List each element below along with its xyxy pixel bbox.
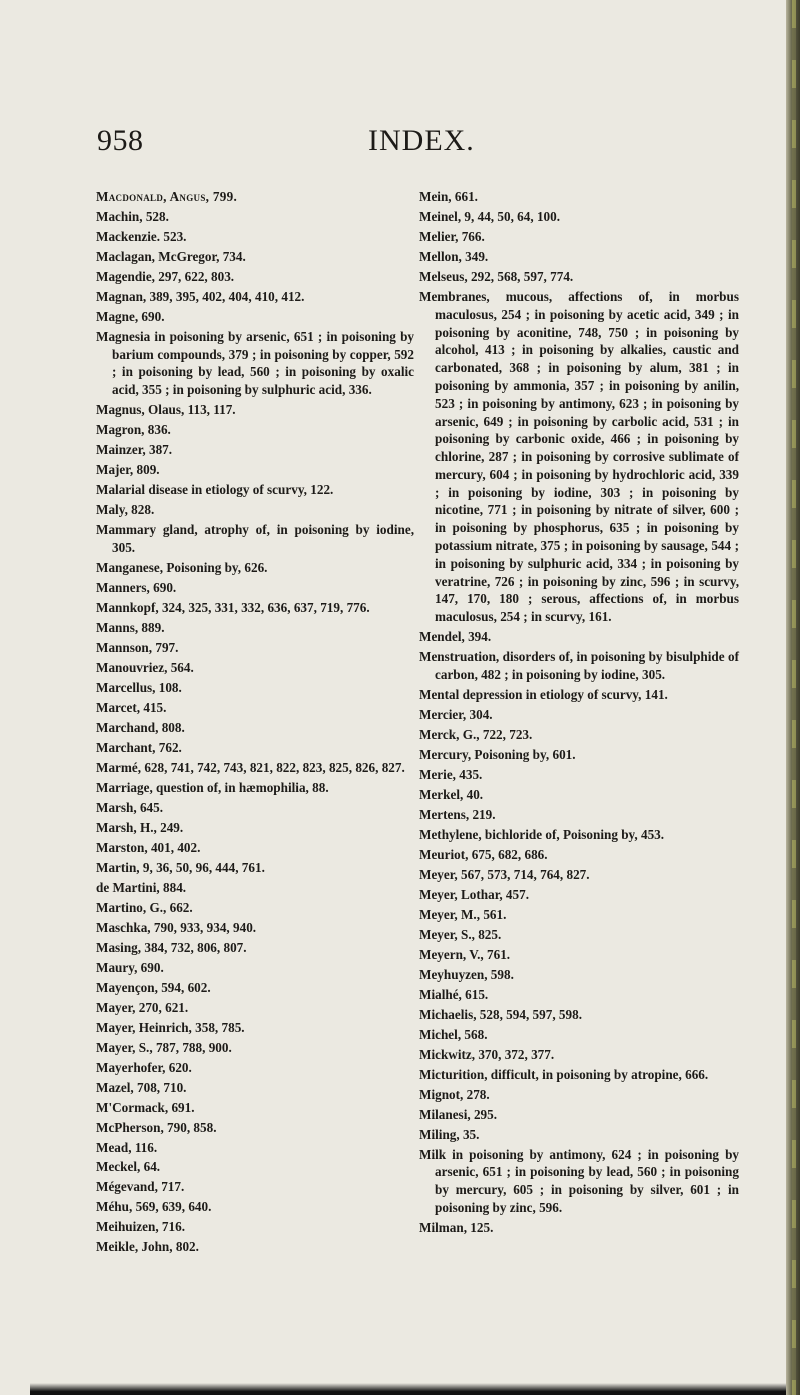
index-entry: Meuriot, 675, 682, 686. [419,846,548,862]
index-entry: Maclagan, McGregor, 734. [96,248,246,264]
index-entry: Marsh, 645. [96,799,164,815]
index-entry: Mayer, S., 787, 788, 900. [96,1039,232,1055]
index-entry: Milk in poisoning by antimony, 624 ; in poisoning by arsenic, 651 ; in poisoning by lead, 560 ; in poisoning by mercury, 605 ; in poisoning by silver, 601 ; in poisoning by zinc, 596. [419,1146,739,1216]
index-entry: Mendel, 394. [419,629,492,645]
index-entry: Manners, 690. [96,579,177,595]
index-entry: Methylene, bichloride of, Poisoning by, 453. [419,826,665,842]
index-entry: Martino, G., 662. [96,899,193,915]
index-entry: Mein, 661. [419,189,478,204]
index-column-left [96,188,414,1258]
index-entry: Meyhuyzen, 598. [419,966,514,982]
index-entry: Mackenzie. 523. [96,228,187,244]
index-entry: Marsh, H., 249. [96,819,184,835]
index-entry: Meyern, V., 761. [419,946,511,962]
index-entry: Martin, 9, 36, 50, 96, 444, 761. [96,859,265,875]
index-entry: Mialhé, 615. [419,986,489,1002]
index-entry: Menstruation, disorders of, in poisoning by bisulphide of carbon, 482 ; in poisoning by iodine, 305. [419,649,739,683]
book-edge-streak [792,0,796,1395]
index-entry: Meikle, John, 802. [96,1239,199,1255]
index-entry: Macdonald, Angus, 799. [96,189,238,204]
index-entry: Magendie, 297, 622, 803. [96,268,235,284]
index-entry: Meyer, 567, 573, 714, 764, 827. [419,866,590,882]
index-entry: Mainzer, 387. [96,442,173,458]
index-entry: Maury, 690. [96,959,164,975]
index-entry: Mead, 116. [96,1139,158,1155]
page-bottom-shadow [30,1383,790,1395]
index-entry: Meckel, 64. [96,1159,161,1175]
index-entry: Meyer, S., 825. [419,926,502,942]
index-entry: Meyer, M., 561. [419,906,507,922]
index-entry: Maschka, 790, 933, 934, 940. [96,919,257,935]
index-entry: Manganese, Poisoning by, 626. [96,559,268,575]
page-title: INDEX. [368,124,475,157]
index-entry: Mayer, 270, 621. [96,999,189,1015]
index-entry: Marriage, question of, in hæmophilia, 88. [96,779,329,795]
index-entry: Mayerhofer, 620. [96,1059,192,1075]
index-entry: Masing, 384, 732, 806, 807. [96,939,247,955]
index-entry: Mammary gland, atrophy of, in poisoning by iodine, 305. [96,522,414,555]
index-entry: Marmé, 628, 741, 742, 743, 821, 822, 823, 825, 826, 827. [96,759,405,775]
index-entry: Méhu, 569, 639, 640. [96,1199,212,1215]
index-entry: Mickwitz, 370, 372, 377. [419,1046,555,1062]
index-entry: Membranes, mucous, affections of, in morbus maculosus, 254 ; in poisoning by acetic acid, 349 ; in poisoning by aconitine, 748, 750 ; in poisoning by alcohol, 413 ; in poisoning by alkalies, caustic and carbonated, 368 ; in poisoning by alum, 381 ; in poisoning by ammonia, 357 ; in poisoning by anilin, 523 ; in poisoning by antimony, 623 ; in poisoning by arsenic, 649 ; in poisoning by carbolic acid, 531 ; in poisoning by carbonic oxide, 466 ; in poisoning by chlorine, 287 ; in poisoning by corrosive sublimate of mercury, 604 ; in poisoning by hydrochloric acid, 339 ; in poisoning by iodine, 303 ; in poisoning by nicotine, 771 ; in poisoning by nitrate of silver, 600 ; in poisoning by phosphorus, 635 ; in poisoning by potassium nitrate, 375 ; in poisoning by sausage, 544 ; in poisoning by sulphuric acid, 334 ; in poisoning by veratrine, 726 ; in poisoning by zinc, 596 ; in scurvy, 147, 170, 180 ; serous, affections of, in morbus maculosus, 254 ; in scurvy, 161. [419,288,739,625]
index-entry: Magne, 690. [96,308,165,324]
index-entry: Milman, 125. [419,1220,494,1236]
index-entry: Machin, 528. [96,208,169,224]
index-entry: Manouvriez, 564. [96,659,194,675]
index-entry: Mannson, 797. [96,639,179,655]
index-entry: Marcellus, 108. [96,679,182,695]
index-entry: Melseus, 292, 568, 597, 774. [419,268,574,284]
index-entry: Magnan, 389, 395, 402, 404, 410, 412. [96,288,305,304]
index-entry: Mellon, 349. [419,248,489,264]
index-entry: Melier, 766. [419,228,485,244]
index-entry: Merie, 435. [419,766,483,782]
index-entry: Meyer, Lothar, 457. [419,886,530,902]
index-entry: de Martini, 884. [96,879,187,895]
index-column-right [419,188,739,1239]
index-entry: Michel, 568. [419,1026,488,1042]
index-entry: McPherson, 790, 858. [96,1119,217,1135]
index-entry: M'Cormack, 691. [96,1099,195,1115]
index-entry: Mayer, Heinrich, 358, 785. [96,1019,245,1035]
index-entry: Meihuizen, 716. [96,1219,186,1235]
index-entry: Marchand, 808. [96,719,185,735]
index-entry: Magnus, Olaus, 113, 117. [96,402,236,418]
index-entry: Mertens, 219. [419,806,496,822]
index-entry: Mercier, 304. [419,707,493,722]
index-entry: Milanesi, 295. [419,1106,498,1122]
index-entry: Majer, 809. [96,462,160,478]
index-entry: Merck, G., 722, 723. [419,726,533,742]
index-entry: Mégevand, 717. [96,1179,185,1195]
index-entry: Meinel, 9, 44, 50, 64, 100. [419,208,561,224]
index-entry: Mercury, Poisoning by, 601. [419,746,576,762]
index-entry: Magron, 836. [96,422,171,438]
index-entry: Mignot, 278. [419,1086,490,1102]
index-entry: Mayençon, 594, 602. [96,979,211,995]
index-entry: Marchant, 762. [96,739,182,755]
index-entry: Mannkopf, 324, 325, 331, 332, 636, 637, 719, 776. [96,599,370,615]
index-entry: Magnesia in poisoning by arsenic, 651 ; in poisoning by barium compounds, 379 ; in poisoning by copper, 592 ; in poisoning by lead, 560 ; in poisoning by oxalic acid, 355 ; in poisoning by sulphuric acid, 336. [96,328,414,398]
index-entry: Malarial disease in etiology of scurvy, 122. [96,482,334,498]
index-entry: Mental depression in etiology of scurvy, 141. [419,687,668,703]
index-entry: Miling, 35. [419,1126,480,1142]
page-number: 958 [97,124,144,157]
index-entry: Marcet, 415. [96,699,167,715]
index-entry: Micturition, difficult, in poisoning by atropine, 666. [419,1066,709,1082]
index-entry: Maly, 828. [96,502,155,518]
index-entry: Michaelis, 528, 594, 597, 598. [419,1006,583,1022]
index-entry: Manns, 889. [96,619,165,635]
index-entry: Merkel, 40. [419,786,484,802]
index-entry: Mazel, 708, 710. [96,1079,187,1095]
index-entry: Marston, 401, 402. [96,839,201,855]
